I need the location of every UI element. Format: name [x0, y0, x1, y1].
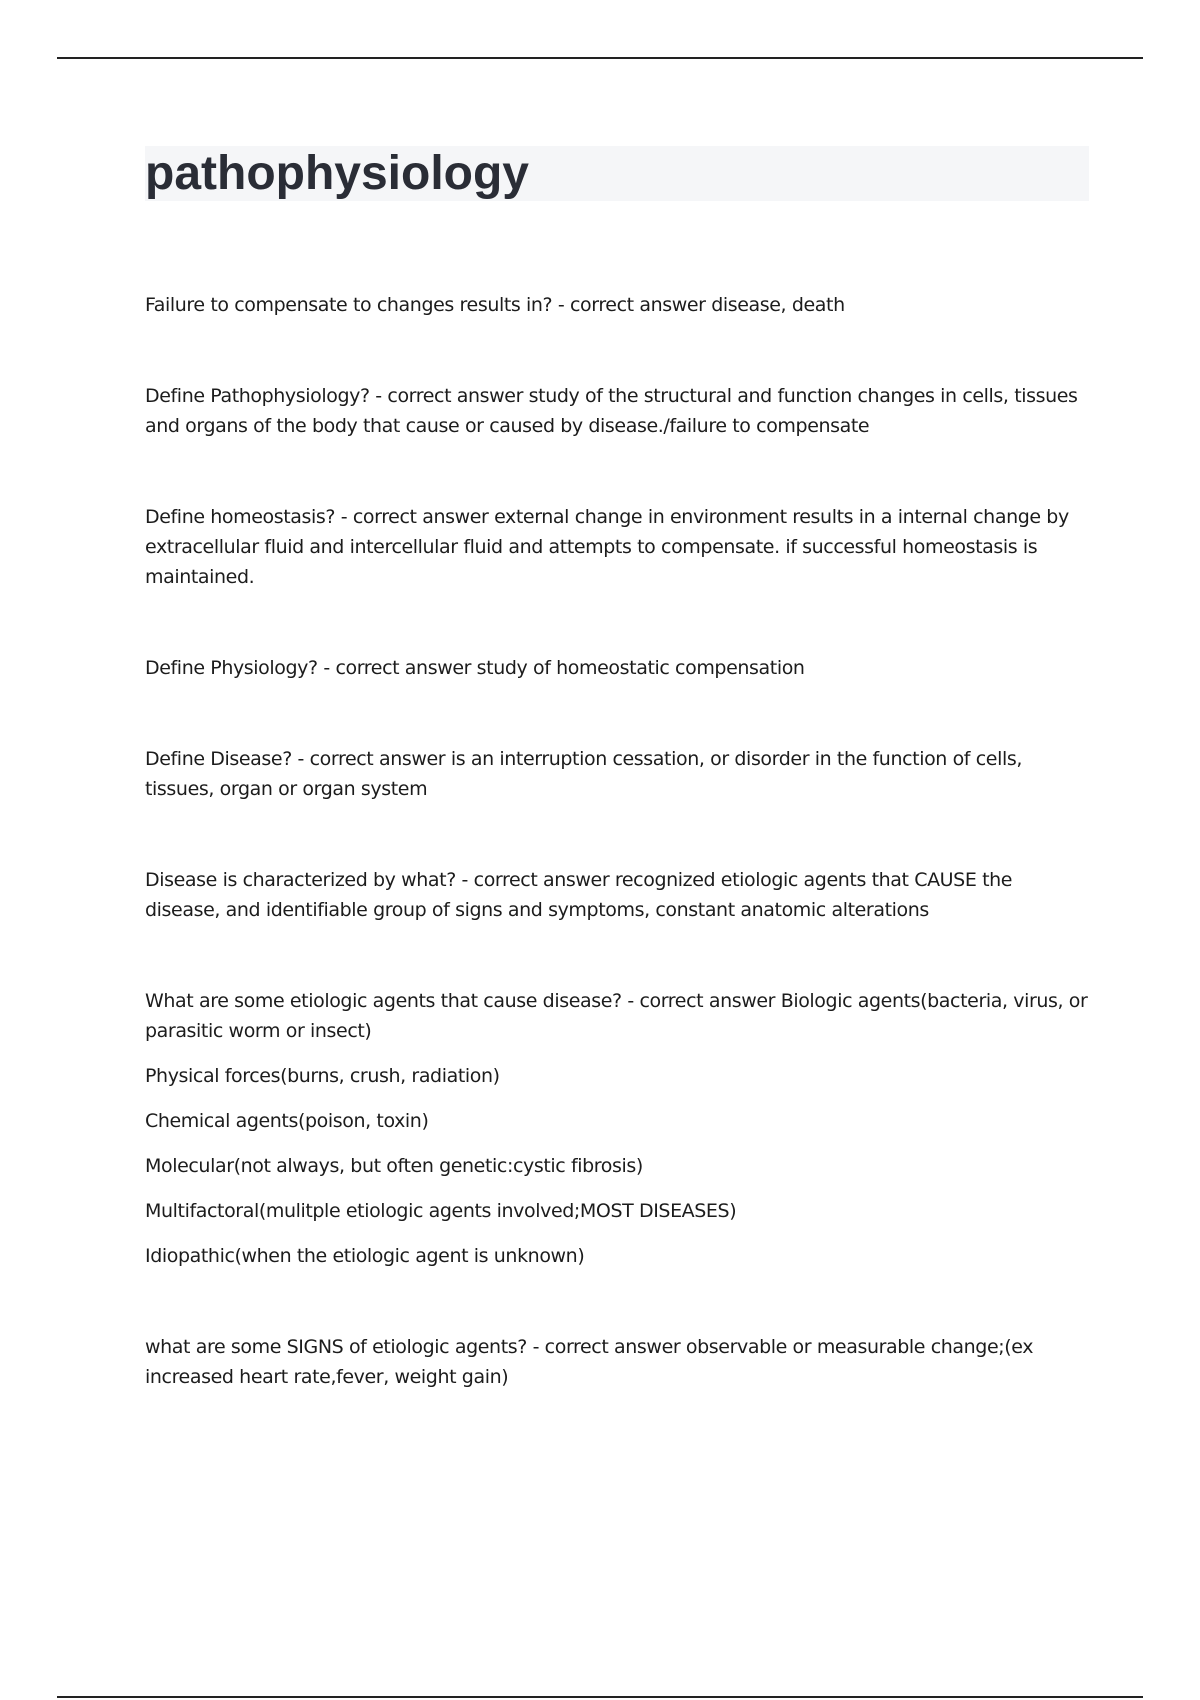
qa-entry	[145, 865, 1090, 925]
question-text: Define Disease?	[145, 748, 292, 770]
question-text: Disease is characterized by what?	[145, 869, 456, 891]
answer-separator: - correct answer	[526, 1336, 686, 1358]
qa-entry	[145, 653, 1090, 683]
answer-separator: - correct answer	[317, 657, 477, 679]
answer-text: external change in environment results in a internal change by extracellular fluid and intercellular fluid and attempts to compensate. if successful homeostasis is maintained.	[145, 506, 1069, 588]
question-text: Define Physiology?	[145, 657, 318, 679]
answer-text: is an interruption cessation, or disorder in the function of cells, tissues, organ or organ system	[145, 748, 1022, 800]
document-body	[145, 290, 1090, 1453]
question-text: Failure to compensate to changes results in?	[145, 294, 553, 316]
question-text: what are some SIGNS of etiologic agents?	[145, 1336, 527, 1358]
answer-text: observable or measurable change;(ex increased heart rate,fever, weight gain)	[145, 1336, 1034, 1388]
answer-text: disease, death	[711, 294, 845, 316]
qa-entry	[145, 381, 1090, 441]
answer-line: Physical forces(burns, crush, radiation)	[145, 1065, 500, 1087]
answer-line: Chemical agents(poison, toxin)	[145, 1110, 429, 1132]
question-text: What are some etiologic agents that cause disease?	[145, 990, 622, 1012]
answer-text: recognized etiologic agents that CAUSE the disease, and identifiable group of signs and symptoms, constant anatomic alterations	[145, 869, 1013, 921]
document-title: pathophysiology	[145, 147, 529, 200]
answer-separator: - correct answer	[621, 990, 781, 1012]
qa-entry	[145, 986, 1090, 1046]
bottom-rule	[57, 1696, 1143, 1698]
answer-separator: - correct answer	[291, 748, 451, 770]
answer-separator: - correct answer	[552, 294, 712, 316]
answer-separator: - correct answer	[335, 506, 495, 528]
qa-entry	[145, 502, 1090, 592]
qa-entry	[145, 744, 1090, 804]
answer-line: Multifactoral(mulitple etiologic agents involved;MOST DISEASES)	[145, 1200, 737, 1222]
answer-line: Idiopathic(when the etiologic agent is unknown)	[145, 1245, 585, 1267]
question-text: Define Pathophysiology?	[145, 385, 370, 407]
answer-text: study of the structural and function changes in cells, tissues and organs of the body that cause or caused by disease./failure to compensate	[145, 385, 1078, 437]
question-text: Define homeostasis?	[145, 506, 336, 528]
qa-entry	[145, 1332, 1090, 1392]
answer-separator: - correct answer	[455, 869, 615, 891]
answer-text: Biologic agents(bacteria, virus, or parasitic worm or insect)	[145, 990, 1088, 1042]
answer-line: Molecular(not always, but often genetic:cystic fibrosis)	[145, 1155, 643, 1177]
top-rule	[57, 57, 1143, 59]
qa-entry	[145, 290, 1090, 320]
answer-separator: - correct answer	[369, 385, 529, 407]
answer-continuation-list	[145, 1061, 1090, 1271]
answer-text: study of homeostatic compensation	[476, 657, 805, 679]
